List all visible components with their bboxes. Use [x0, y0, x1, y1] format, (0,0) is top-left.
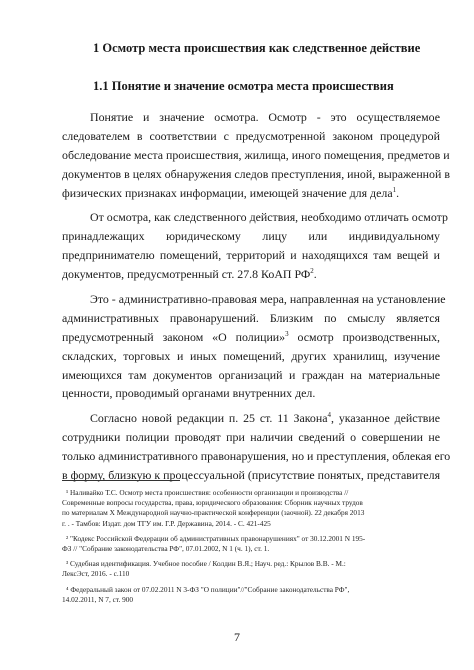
text-line	[62, 409, 440, 428]
line-text-tail: .	[396, 185, 400, 200]
footnotes	[62, 488, 442, 610]
footnote-reference[interactable]: 2	[310, 267, 314, 276]
text-line	[62, 108, 440, 127]
footnote-reference[interactable]: 1	[392, 185, 397, 194]
text-line	[62, 208, 448, 227]
line-text: документов, предусмотренный ст. 27.8 КоАП РФ	[62, 267, 311, 282]
paragraph	[62, 208, 448, 284]
line-text: Это - административно-правовая мера, направленная на установление	[90, 292, 446, 307]
chapter-heading: 1 Осмотр места происшествия как следственное действие	[93, 41, 421, 55]
line-text: складских, торговых и иных помещений, других хранилищ, изучение	[62, 348, 440, 363]
line-text: Согласно новой редакции п. 25 ст. 11 Закона	[90, 411, 328, 426]
line-text-tail: осмотр производственных,	[288, 329, 441, 344]
text-line	[62, 447, 451, 466]
footnote-line: г. . - Тамбов: Издат. дом ТГУ им. Г.Р. Державина, 2014. - С. 421-425	[62, 518, 271, 528]
line-text: административных правонарушений. Близким по смыслу является	[62, 310, 440, 325]
text-line	[62, 466, 440, 485]
paragraph	[62, 108, 450, 202]
text-line	[62, 265, 440, 284]
text-line	[62, 246, 440, 265]
line-text: имеющихся там документов организаций и граждан на материальные	[62, 367, 440, 382]
line-text-tail: .	[313, 267, 317, 282]
footnote	[62, 585, 442, 605]
footnote-line: ² "Кодекс Российской Федерации об административных правонарушениях" от 30.12.2001 N 195-	[66, 533, 366, 543]
text-line	[62, 428, 440, 447]
text-line	[62, 328, 440, 347]
text-line	[62, 127, 440, 146]
line-text: От осмотра, как следственного действия, необходимо отличать осмотр	[90, 210, 448, 225]
text-line	[62, 165, 450, 184]
footnote	[62, 559, 442, 579]
paragraph	[62, 290, 446, 403]
section-heading: 1.1 Понятие и значение осмотра места происшествия	[93, 79, 394, 93]
footnote-line: 14.02.2011, N 7, ст. 900	[62, 594, 134, 604]
line-text: следователем в соответствии с предусмотренной законом процедурой	[62, 128, 440, 143]
text-line	[62, 347, 440, 366]
line-text: принадлежащих юридическому лицу или индивидуальному	[62, 229, 440, 244]
text-line	[62, 309, 440, 328]
line-text: Понятие и значение осмотра. Осмотр - это осуществляемое	[90, 110, 440, 124]
line-text: только административного правонарушения, но и преступления, облекая его	[62, 449, 451, 464]
footnote-line: ¹ Наливайко Т.С. Осмотр места происшествия: особенности организации и производства //	[66, 488, 349, 497]
text-line	[62, 290, 446, 309]
footnote	[62, 534, 442, 554]
text-line	[62, 184, 440, 203]
line-text: документов в целях обнаружения следов преступления, иной, выраженной в	[62, 166, 450, 181]
line-text: предусмотренный законом «О полиции»	[62, 329, 286, 344]
text-line	[62, 384, 440, 403]
footnote-line: ФЗ // "Собрание законодательства РФ", 07.01.2002, N 1 (ч. 1), ст. 1.	[62, 543, 270, 553]
footnote-reference[interactable]: 4	[327, 411, 332, 420]
footnote-line: по материалам X Международной научно-практической конференции (заочной). 22 декабря 2013	[62, 508, 365, 518]
line-text: в форму, близкую к процессуальной (присутствие понятых, представителя	[62, 468, 441, 483]
footnote-line: ³ Судебная идентификация. Учебное пособие / Колдин В.Я.; Науч. ред.: Крылов В.В. - М.:	[66, 559, 346, 569]
text-line	[62, 366, 440, 385]
page-number: 7	[234, 630, 240, 644]
line-text: предпринимателю помещений, территорий и находящихся там вещей и	[62, 248, 440, 263]
text-line	[62, 227, 440, 246]
footnote-reference[interactable]: 3	[285, 329, 289, 338]
text-line	[62, 146, 450, 165]
paragraph	[62, 409, 451, 485]
body-text	[62, 108, 451, 485]
footnote-line: ЛексЭст, 2016. - с.110	[62, 569, 130, 579]
line-text: обследование места происшествия, жилища, иного помещения, предметов и	[62, 147, 450, 162]
line-text: физических признаках информации, имеющей значение для дела	[62, 185, 393, 200]
line-text: ценности, проводимый органами внутренних дел.	[62, 386, 316, 401]
footnote-line: ⁴ Федеральный закон от 07.02.2011 N 3-ФЗ "О полиции"//"Собрание законодательства РФ",	[66, 584, 350, 594]
line-text: сотрудники полиции проводят при наличии сведений о совершении не	[62, 430, 440, 445]
footnote-line: Современные вопросы государства, права, юридического образования: Сборник научных трудов	[62, 498, 363, 508]
footnote-separator	[62, 480, 180, 481]
line-text-tail: , указанное действие	[331, 411, 440, 426]
footnote	[62, 488, 442, 529]
